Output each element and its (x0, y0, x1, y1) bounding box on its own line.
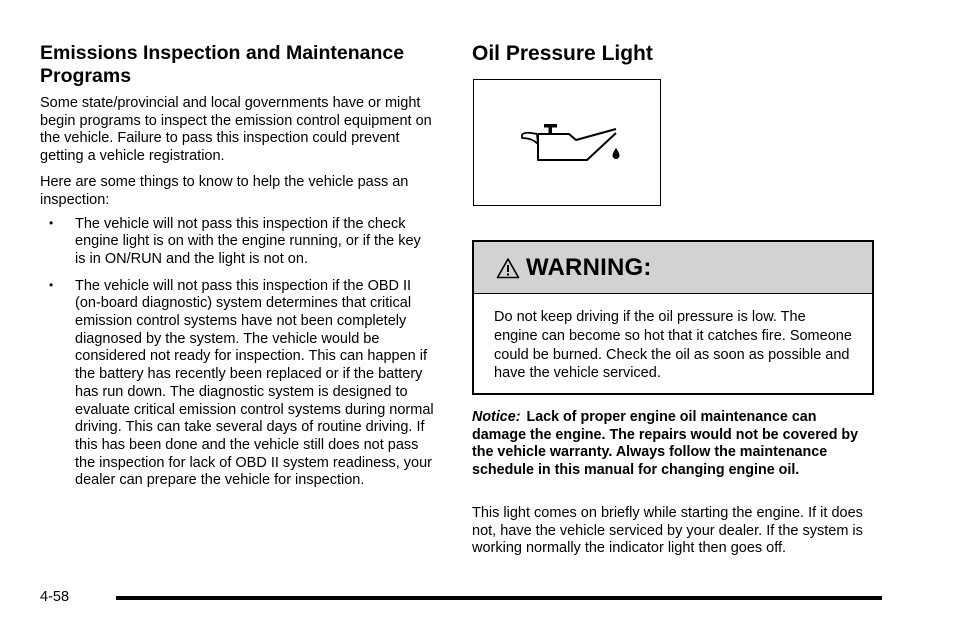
inspection-bullet-list (40, 216, 435, 491)
oil-pressure-heading: Oil Pressure Light (472, 42, 653, 65)
list-item (40, 278, 435, 490)
warning-header (474, 242, 872, 294)
right-column (472, 42, 874, 66)
bullet-text: The vehicle will not pass this inspection if the OBD II (on-board diagnostic) system determines that critical emission control systems have not been completely diagnosed by the system. The vehicle would be considered not ready for inspection. This can happen if the battery has recently been replaced or if the battery has run down. The diagnostic system is designed to evaluate critical emission control systems during normal driving. This can take several days of routine driving. If this has been done and the vehicle still does not pass the inspection for lack of OBD II system readiness, your dealer can prepare the vehicle for inspection. (75, 277, 434, 489)
oil-can-icon (520, 124, 620, 164)
bullet-text: The vehicle will not pass this inspection if the check engine light is on with the engine running, or if the key is in ON/RUN and the light is not on. (75, 215, 421, 267)
footer-rule (116, 596, 882, 600)
list-item (40, 216, 435, 269)
warning-box (472, 240, 874, 395)
warning-body: Do not keep driving if the oil pressure is low. The engine can become so hot that it catches fire. Someone could be burned. Check the oil as soon as possible and have the vehicle serviced. (494, 309, 852, 382)
warning-title: WARNING: (526, 253, 652, 281)
warning-triangle-icon (496, 257, 520, 279)
emissions-paragraph-2: Here are some things to know to help the vehicle pass an inspection: (40, 174, 409, 208)
bullet-icon: • (49, 277, 54, 292)
oil-pressure-icon-frame (473, 79, 661, 206)
page-number: 4-58 (40, 589, 70, 605)
emissions-heading: Emissions Inspection and Maintenance Programs (40, 42, 405, 87)
notice-paragraph (472, 409, 874, 480)
oil-light-description: This light comes on briefly while starting the engine. If it does not, have the vehicle serviced by your dealer. If the system is working normally the indicator light then goes off. (472, 505, 863, 557)
bullet-icon: • (49, 215, 54, 230)
emissions-paragraph-1: Some state/provincial and local governments have or might begin programs to inspect the emission control equipment on the vehicle. Failure to pass this inspection could prevent getting a vehicle registration. (40, 95, 432, 164)
notice-text: Lack of proper engine oil maintenance can damage the engine. The repairs would not be covered by the vehicle warranty. Always follow the maintenance schedule in this manual for changing engine oil. (472, 409, 859, 479)
left-column (40, 42, 435, 499)
notice-label: Notice: (472, 409, 521, 425)
